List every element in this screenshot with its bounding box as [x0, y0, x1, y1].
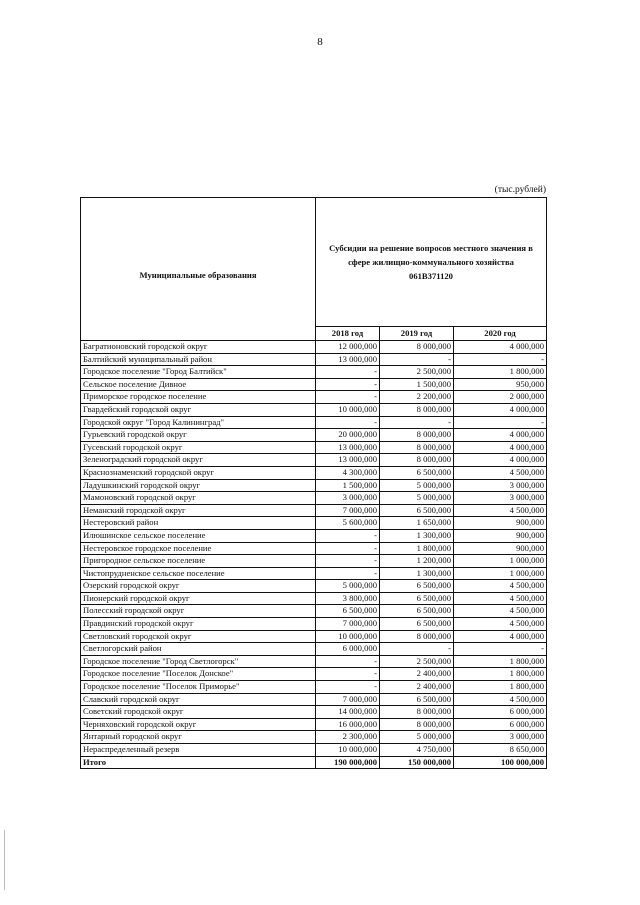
- value-2019-cell: -: [380, 643, 454, 656]
- value-2020-cell: 2 000,000: [454, 391, 547, 404]
- value-2020-cell: 4 500,000: [454, 605, 547, 618]
- table-row: [81, 529, 547, 542]
- value-2020-cell: 4 000,000: [454, 454, 547, 467]
- table-row: [81, 504, 547, 517]
- total-2018: 190 000,000: [316, 756, 380, 769]
- municipality-name-cell: Ладушкинский городской округ: [81, 479, 316, 492]
- total-2020: 100 000,000: [454, 756, 547, 769]
- value-2020-cell: 900,000: [454, 542, 547, 555]
- value-2019-cell: 1 300,000: [380, 529, 454, 542]
- municipality-name-cell: Неманский городской округ: [81, 504, 316, 517]
- value-2018-cell: 13 000,000: [316, 353, 380, 366]
- value-2018-cell: 13 000,000: [316, 441, 380, 454]
- value-2018-cell: 5 000,000: [316, 580, 380, 593]
- table-row: [81, 681, 547, 694]
- value-2019-cell: 8 000,000: [380, 454, 454, 467]
- table-row: [81, 403, 547, 416]
- value-2019-cell: -: [380, 353, 454, 366]
- value-2020-cell: 1 800,000: [454, 655, 547, 668]
- table-row: [81, 744, 547, 757]
- municipality-name-cell: Правдинский городской округ: [81, 618, 316, 631]
- value-2020-cell: 8 650,000: [454, 744, 547, 757]
- table-row: [81, 706, 547, 719]
- value-2019-cell: 8 000,000: [380, 441, 454, 454]
- value-2018-cell: 6 500,000: [316, 605, 380, 618]
- table-row: [81, 454, 547, 467]
- value-2019-cell: 1 650,000: [380, 517, 454, 530]
- value-2020-cell: 4 000,000: [454, 403, 547, 416]
- municipality-name-cell: Городское поселение "Город Балтийск": [81, 366, 316, 379]
- table-row: [81, 592, 547, 605]
- municipality-name-cell: Полесский городской округ: [81, 605, 316, 618]
- value-2020-cell: 950,000: [454, 378, 547, 391]
- value-2020-cell: 1 000,000: [454, 567, 547, 580]
- table-row: [81, 441, 547, 454]
- value-2019-cell: 1 800,000: [380, 542, 454, 555]
- municipality-name-cell: Славский городской округ: [81, 693, 316, 706]
- value-2018-cell: 13 000,000: [316, 454, 380, 467]
- municipality-name-cell: Багратионовский городской округ: [81, 341, 316, 354]
- value-2020-cell: 4 500,000: [454, 618, 547, 631]
- table-header-row: [81, 198, 547, 327]
- municipality-name-cell: Черняховский городской округ: [81, 718, 316, 731]
- value-2019-cell: 6 500,000: [380, 592, 454, 605]
- value-2018-cell: 3 000,000: [316, 492, 380, 505]
- scan-margin-line: [4, 830, 5, 890]
- municipality-name-cell: Янтарный городской округ: [81, 731, 316, 744]
- value-2020-cell: 1 800,000: [454, 681, 547, 694]
- municipality-name-cell: Нераспределенный резерв: [81, 744, 316, 757]
- value-2018-cell: -: [316, 542, 380, 555]
- value-2018-cell: -: [316, 416, 380, 429]
- subsidy-column-header: Субсидии на решение вопросов местного значения в сфере жилищно-коммунального хозяйства 061В371120: [316, 198, 547, 327]
- value-2019-cell: 1 200,000: [380, 555, 454, 568]
- table-body: [81, 341, 547, 757]
- table-row: [81, 391, 547, 404]
- table-row: [81, 567, 547, 580]
- municipality-name-cell: Гурьевский городской округ: [81, 429, 316, 442]
- value-2018-cell: 10 000,000: [316, 403, 380, 416]
- municipality-name-cell: Чистопрудненское сельское поселение: [81, 567, 316, 580]
- value-2019-cell: 1 500,000: [380, 378, 454, 391]
- municipality-name-cell: Городское поселение "Поселок Донское": [81, 668, 316, 681]
- value-2018-cell: -: [316, 366, 380, 379]
- value-2018-cell: 10 000,000: [316, 630, 380, 643]
- value-2020-cell: 4 500,000: [454, 693, 547, 706]
- value-2018-cell: -: [316, 378, 380, 391]
- table-row: [81, 366, 547, 379]
- value-2018-cell: 16 000,000: [316, 718, 380, 731]
- table-row: [81, 429, 547, 442]
- municipality-name-cell: Мамоновский городской округ: [81, 492, 316, 505]
- year-header-2019: 2019 год: [380, 327, 454, 341]
- municipality-name-cell: Гвардейский городской округ: [81, 403, 316, 416]
- value-2020-cell: 4 000,000: [454, 441, 547, 454]
- total-2019: 150 000,000: [380, 756, 454, 769]
- value-2019-cell: 6 500,000: [380, 618, 454, 631]
- value-2019-cell: 6 500,000: [380, 580, 454, 593]
- municipality-name-cell: Пионерский городской округ: [81, 592, 316, 605]
- table-row: [81, 605, 547, 618]
- value-2019-cell: 6 500,000: [380, 504, 454, 517]
- value-2018-cell: 7 000,000: [316, 618, 380, 631]
- value-2019-cell: 5 000,000: [380, 731, 454, 744]
- municipality-name-cell: Светлогорский район: [81, 643, 316, 656]
- value-2019-cell: 2 500,000: [380, 366, 454, 379]
- value-2020-cell: 6 000,000: [454, 706, 547, 719]
- table-row: [81, 630, 547, 643]
- value-2018-cell: 14 000,000: [316, 706, 380, 719]
- table-row: [81, 353, 547, 366]
- municipality-column-header: Муниципальные образования: [81, 198, 316, 341]
- page-number: 8: [317, 36, 323, 48]
- value-2020-cell: 900,000: [454, 529, 547, 542]
- value-2020-cell: 4 000,000: [454, 630, 547, 643]
- value-2019-cell: 6 500,000: [380, 693, 454, 706]
- table-row: [81, 416, 547, 429]
- municipality-name-cell: Гусевский городской округ: [81, 441, 316, 454]
- municipality-name-cell: Приморское городское поселение: [81, 391, 316, 404]
- value-2020-cell: 4 500,000: [454, 592, 547, 605]
- value-2020-cell: 4 000,000: [454, 341, 547, 354]
- value-2018-cell: -: [316, 567, 380, 580]
- value-2020-cell: 6 000,000: [454, 718, 547, 731]
- value-2019-cell: 2 400,000: [380, 681, 454, 694]
- total-label: Итого: [81, 756, 316, 769]
- value-2019-cell: 2 200,000: [380, 391, 454, 404]
- value-2019-cell: 8 000,000: [380, 630, 454, 643]
- value-2020-cell: 3 000,000: [454, 731, 547, 744]
- value-2018-cell: 10 000,000: [316, 744, 380, 757]
- table-row: [81, 643, 547, 656]
- value-2018-cell: 7 000,000: [316, 504, 380, 517]
- value-2018-cell: 4 300,000: [316, 466, 380, 479]
- table-row: [81, 668, 547, 681]
- value-2018-cell: 2 300,000: [316, 731, 380, 744]
- value-2018-cell: 5 600,000: [316, 517, 380, 530]
- municipality-name-cell: Городское поселение "Поселок Приморье": [81, 681, 316, 694]
- year-header-2018: 2018 год: [316, 327, 380, 341]
- total-row: [81, 756, 547, 769]
- value-2020-cell: 4 500,000: [454, 580, 547, 593]
- value-2019-cell: 8 000,000: [380, 403, 454, 416]
- value-2018-cell: 3 800,000: [316, 592, 380, 605]
- units-label: (тыс.рублей): [494, 185, 546, 195]
- municipality-name-cell: Светловский городской округ: [81, 630, 316, 643]
- value-2020-cell: -: [454, 643, 547, 656]
- value-2020-cell: 4 500,000: [454, 466, 547, 479]
- municipality-name-cell: Балтийский муниципальный район: [81, 353, 316, 366]
- table-row: [81, 378, 547, 391]
- value-2018-cell: -: [316, 555, 380, 568]
- subsidy-table: [80, 197, 547, 769]
- value-2018-cell: -: [316, 681, 380, 694]
- value-2019-cell: 2 500,000: [380, 655, 454, 668]
- value-2018-cell: 6 000,000: [316, 643, 380, 656]
- value-2020-cell: 900,000: [454, 517, 547, 530]
- municipality-name-cell: Советский городской округ: [81, 706, 316, 719]
- value-2020-cell: 1 800,000: [454, 668, 547, 681]
- table-row: [81, 693, 547, 706]
- value-2020-cell: 3 000,000: [454, 492, 547, 505]
- value-2018-cell: -: [316, 391, 380, 404]
- value-2019-cell: 8 000,000: [380, 706, 454, 719]
- municipality-name-cell: Озерский городской округ: [81, 580, 316, 593]
- value-2019-cell: 8 000,000: [380, 718, 454, 731]
- value-2020-cell: 1 800,000: [454, 366, 547, 379]
- value-2019-cell: 6 500,000: [380, 466, 454, 479]
- value-2020-cell: -: [454, 353, 547, 366]
- value-2018-cell: 7 000,000: [316, 693, 380, 706]
- municipality-name-cell: Нестеровское городское поселение: [81, 542, 316, 555]
- municipality-name-cell: Илюшинское сельское поселение: [81, 529, 316, 542]
- value-2018-cell: 1 500,000: [316, 479, 380, 492]
- table-row: [81, 580, 547, 593]
- table-row: [81, 731, 547, 744]
- table-row: [81, 341, 547, 354]
- table-row: [81, 492, 547, 505]
- value-2020-cell: 4 500,000: [454, 504, 547, 517]
- municipality-name-cell: Городской округ "Город Калининград": [81, 416, 316, 429]
- table-row: [81, 517, 547, 530]
- municipality-name-cell: Городское поселение "Город Светлогорск": [81, 655, 316, 668]
- value-2020-cell: 3 000,000: [454, 479, 547, 492]
- value-2019-cell: 8 000,000: [380, 341, 454, 354]
- table-row: [81, 555, 547, 568]
- municipality-name-cell: Краснознаменский городской округ: [81, 466, 316, 479]
- table-row: [81, 618, 547, 631]
- value-2019-cell: -: [380, 416, 454, 429]
- subsidy-table-container: [80, 197, 546, 769]
- value-2019-cell: 5 000,000: [380, 479, 454, 492]
- value-2019-cell: 1 300,000: [380, 567, 454, 580]
- municipality-name-cell: Сельское поселение Дивное: [81, 378, 316, 391]
- year-header-2020: 2020 год: [454, 327, 547, 341]
- municipality-name-cell: Пригородное сельское поселение: [81, 555, 316, 568]
- value-2019-cell: 4 750,000: [380, 744, 454, 757]
- value-2018-cell: 12 000,000: [316, 341, 380, 354]
- value-2020-cell: 4 000,000: [454, 429, 547, 442]
- table-row: [81, 655, 547, 668]
- table-row: [81, 718, 547, 731]
- table-row: [81, 479, 547, 492]
- value-2018-cell: -: [316, 529, 380, 542]
- value-2020-cell: 1 000,000: [454, 555, 547, 568]
- table-row: [81, 542, 547, 555]
- value-2020-cell: -: [454, 416, 547, 429]
- table-row: [81, 466, 547, 479]
- value-2018-cell: -: [316, 668, 380, 681]
- municipality-name-cell: Нестеровский район: [81, 517, 316, 530]
- municipality-name-cell: Зеленоградский городской округ: [81, 454, 316, 467]
- value-2018-cell: 20 000,000: [316, 429, 380, 442]
- value-2019-cell: 5 000,000: [380, 492, 454, 505]
- value-2019-cell: 2 400,000: [380, 668, 454, 681]
- value-2019-cell: 8 000,000: [380, 429, 454, 442]
- value-2019-cell: 6 500,000: [380, 605, 454, 618]
- value-2018-cell: -: [316, 655, 380, 668]
